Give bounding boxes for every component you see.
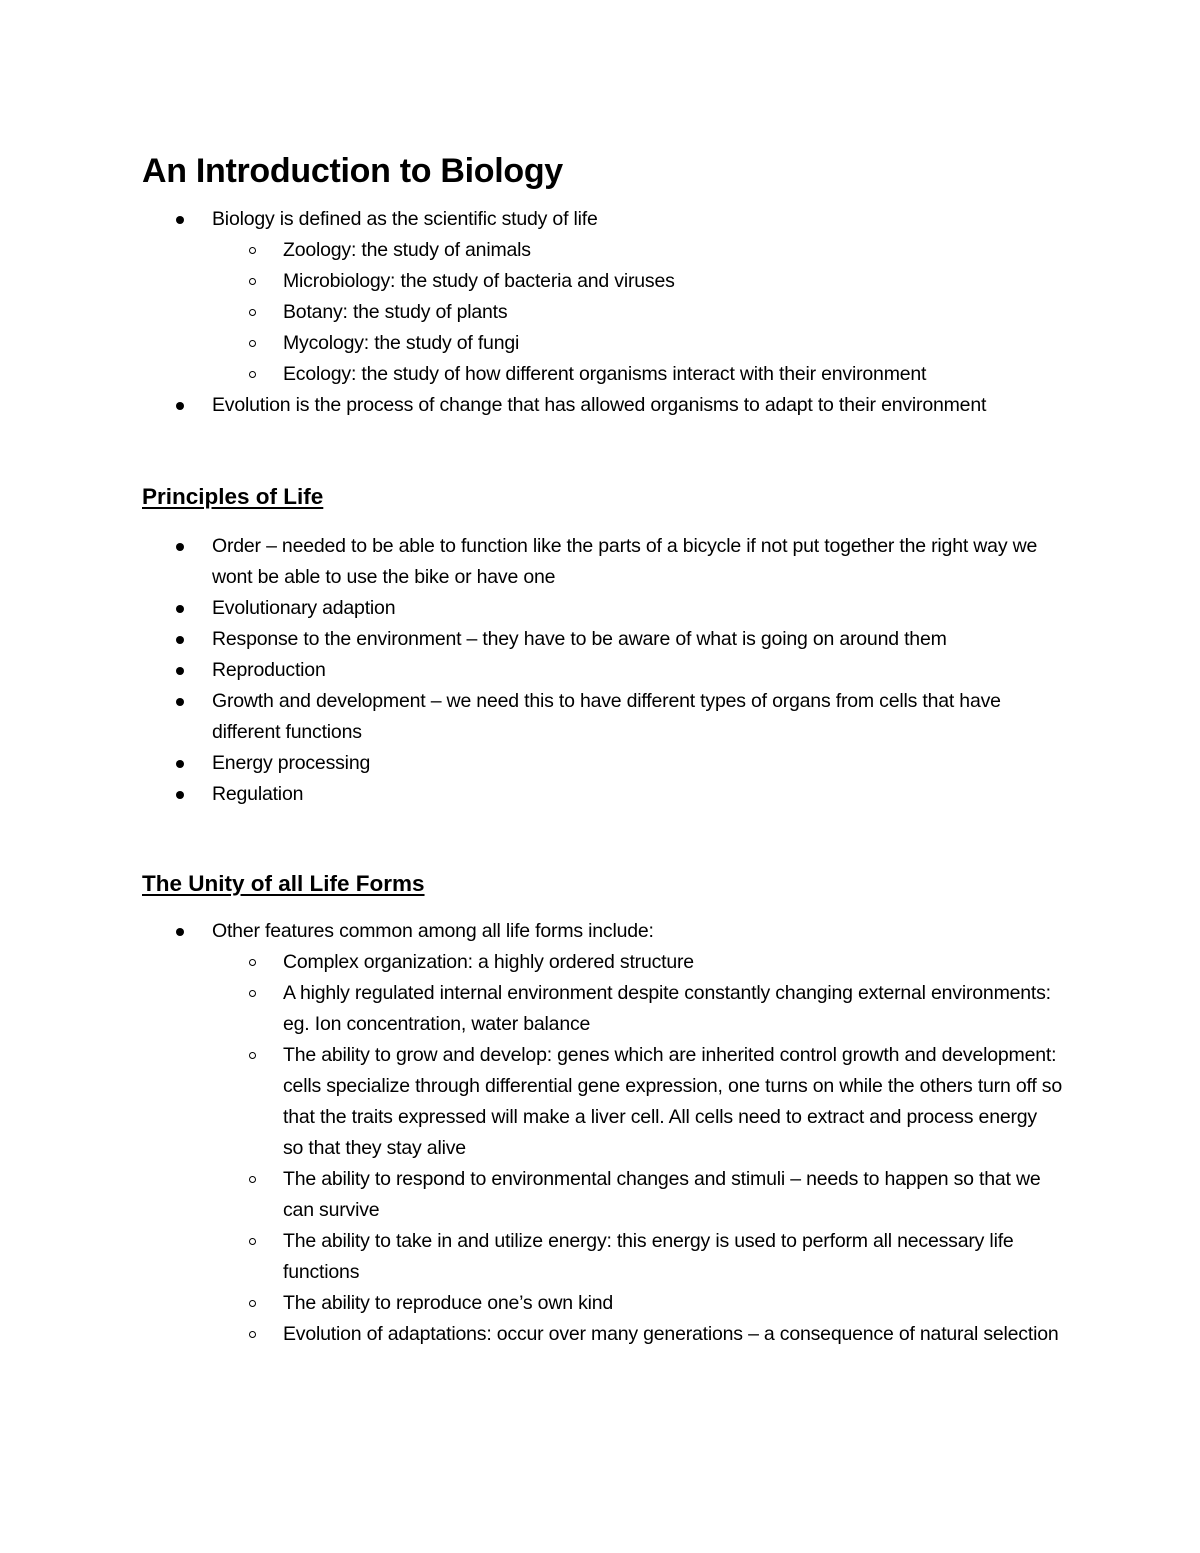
bullet-icon: [176, 760, 184, 768]
principles-section: [142, 482, 1062, 810]
list-item-text: Biology is defined as the scientific study of life: [212, 208, 598, 230]
sub-list-item: [212, 266, 1062, 297]
list-item: [142, 531, 1062, 593]
bullet-icon: [176, 543, 184, 551]
hollow-bullet-icon: [249, 309, 256, 316]
sub-list-item-text: The ability to grow and develop: genes which are inherited control growth and development: cells specialize through differential gene expression, one turns on while the others turn off so that the traits expressed will make a liver cell. All cells need to extract and process energy so that they stay alive: [283, 1044, 1062, 1159]
list-item-text: Regulation: [212, 783, 304, 805]
list-item: [142, 390, 1062, 421]
sub-list-item: [212, 328, 1062, 359]
hollow-bullet-icon: [249, 990, 256, 997]
unity-section: [142, 869, 1062, 1350]
bullet-icon: [176, 698, 184, 706]
hollow-bullet-icon: [249, 1052, 256, 1059]
bullet-icon: [176, 216, 184, 224]
list-item: [142, 204, 1062, 390]
sub-list-item-text: Ecology: the study of how different organisms interact with their environment: [283, 363, 927, 385]
hollow-bullet-icon: [249, 247, 256, 254]
sub-list-item: [212, 1288, 1062, 1319]
sub-list-item: [212, 1164, 1062, 1226]
unity-list: [142, 916, 1062, 1350]
bullet-icon: [176, 791, 184, 799]
list-item: [142, 779, 1062, 810]
bullet-icon: [176, 667, 184, 675]
sub-list-item-text: Zoology: the study of animals: [283, 239, 531, 261]
sub-list-item: [212, 1319, 1062, 1350]
sub-list-item: [212, 947, 1062, 978]
list-item-text: Response to the environment – they have to be aware of what is going on around them: [212, 628, 947, 650]
section-heading-principles: Principles of Life: [142, 484, 324, 509]
sub-list-item-text: Microbiology: the study of bacteria and viruses: [283, 270, 675, 292]
sub-list-item: [212, 297, 1062, 328]
list-item: [142, 916, 1062, 1350]
list-item-text: Other features common among all life forms include:: [212, 920, 654, 942]
hollow-bullet-icon: [249, 278, 256, 285]
section-heading-unity: The Unity of all Life Forms: [142, 871, 425, 896]
sub-list-item: [212, 1040, 1062, 1164]
hollow-bullet-icon: [249, 959, 256, 966]
list-item-text: Evolutionary adaption: [212, 597, 396, 619]
sub-list-item: [212, 359, 1062, 390]
sub-list-item-text: The ability to reproduce one’s own kind: [283, 1292, 614, 1314]
document-page: [142, 150, 1062, 1345]
list-item-text: Reproduction: [212, 659, 326, 681]
sub-list-item-text: Complex organization: a highly ordered structure: [283, 951, 694, 973]
sub-list-item: [212, 235, 1062, 266]
bullet-icon: [176, 605, 184, 613]
hollow-bullet-icon: [249, 1331, 256, 1338]
principles-list: [142, 531, 1062, 810]
bullet-icon: [176, 928, 184, 936]
list-item: [142, 748, 1062, 779]
sub-list: [212, 235, 1062, 390]
hollow-bullet-icon: [249, 1300, 256, 1307]
sub-list-item-text: The ability to respond to environmental changes and stimuli – needs to happen so that we can survive: [283, 1168, 1041, 1221]
list-item-text: Evolution is the process of change that has allowed organisms to adapt to their environment: [212, 394, 987, 416]
sub-list-item-text: Evolution of adaptations: occur over many generations – a consequence of natural selection: [283, 1323, 1059, 1345]
list-item-text: Energy processing: [212, 752, 371, 774]
hollow-bullet-icon: [249, 371, 256, 378]
list-item: [142, 655, 1062, 686]
hollow-bullet-icon: [249, 340, 256, 347]
bullet-icon: [176, 636, 184, 644]
list-item: [142, 686, 1062, 748]
hollow-bullet-icon: [249, 1238, 256, 1245]
sub-list-item-text: Botany: the study of plants: [283, 301, 508, 323]
list-item: [142, 593, 1062, 624]
sub-list-item-text: Mycology: the study of fungi: [283, 332, 520, 354]
sub-list-item-text: The ability to take in and utilize energy: this energy is used to perform all necessary life functions: [283, 1230, 1014, 1283]
sub-list: [212, 947, 1062, 1350]
sub-list-item-text: A highly regulated internal environment despite constantly changing external environments: eg. Ion concentration, water balance: [283, 982, 1051, 1035]
bullet-icon: [176, 402, 184, 410]
list-item-text: Order – needed to be able to function like the parts of a bicycle if not put together the right way we wont be able to use the bike or have one: [212, 535, 1038, 588]
hollow-bullet-icon: [249, 1176, 256, 1183]
list-item: [142, 624, 1062, 655]
sub-list-item: [212, 978, 1062, 1040]
page-title: An Introduction to Biology: [142, 152, 563, 190]
intro-list: [142, 204, 1062, 421]
list-item-text: Growth and development – we need this to have different types of organs from cells that have different functions: [212, 690, 1001, 743]
sub-list-item: [212, 1226, 1062, 1288]
